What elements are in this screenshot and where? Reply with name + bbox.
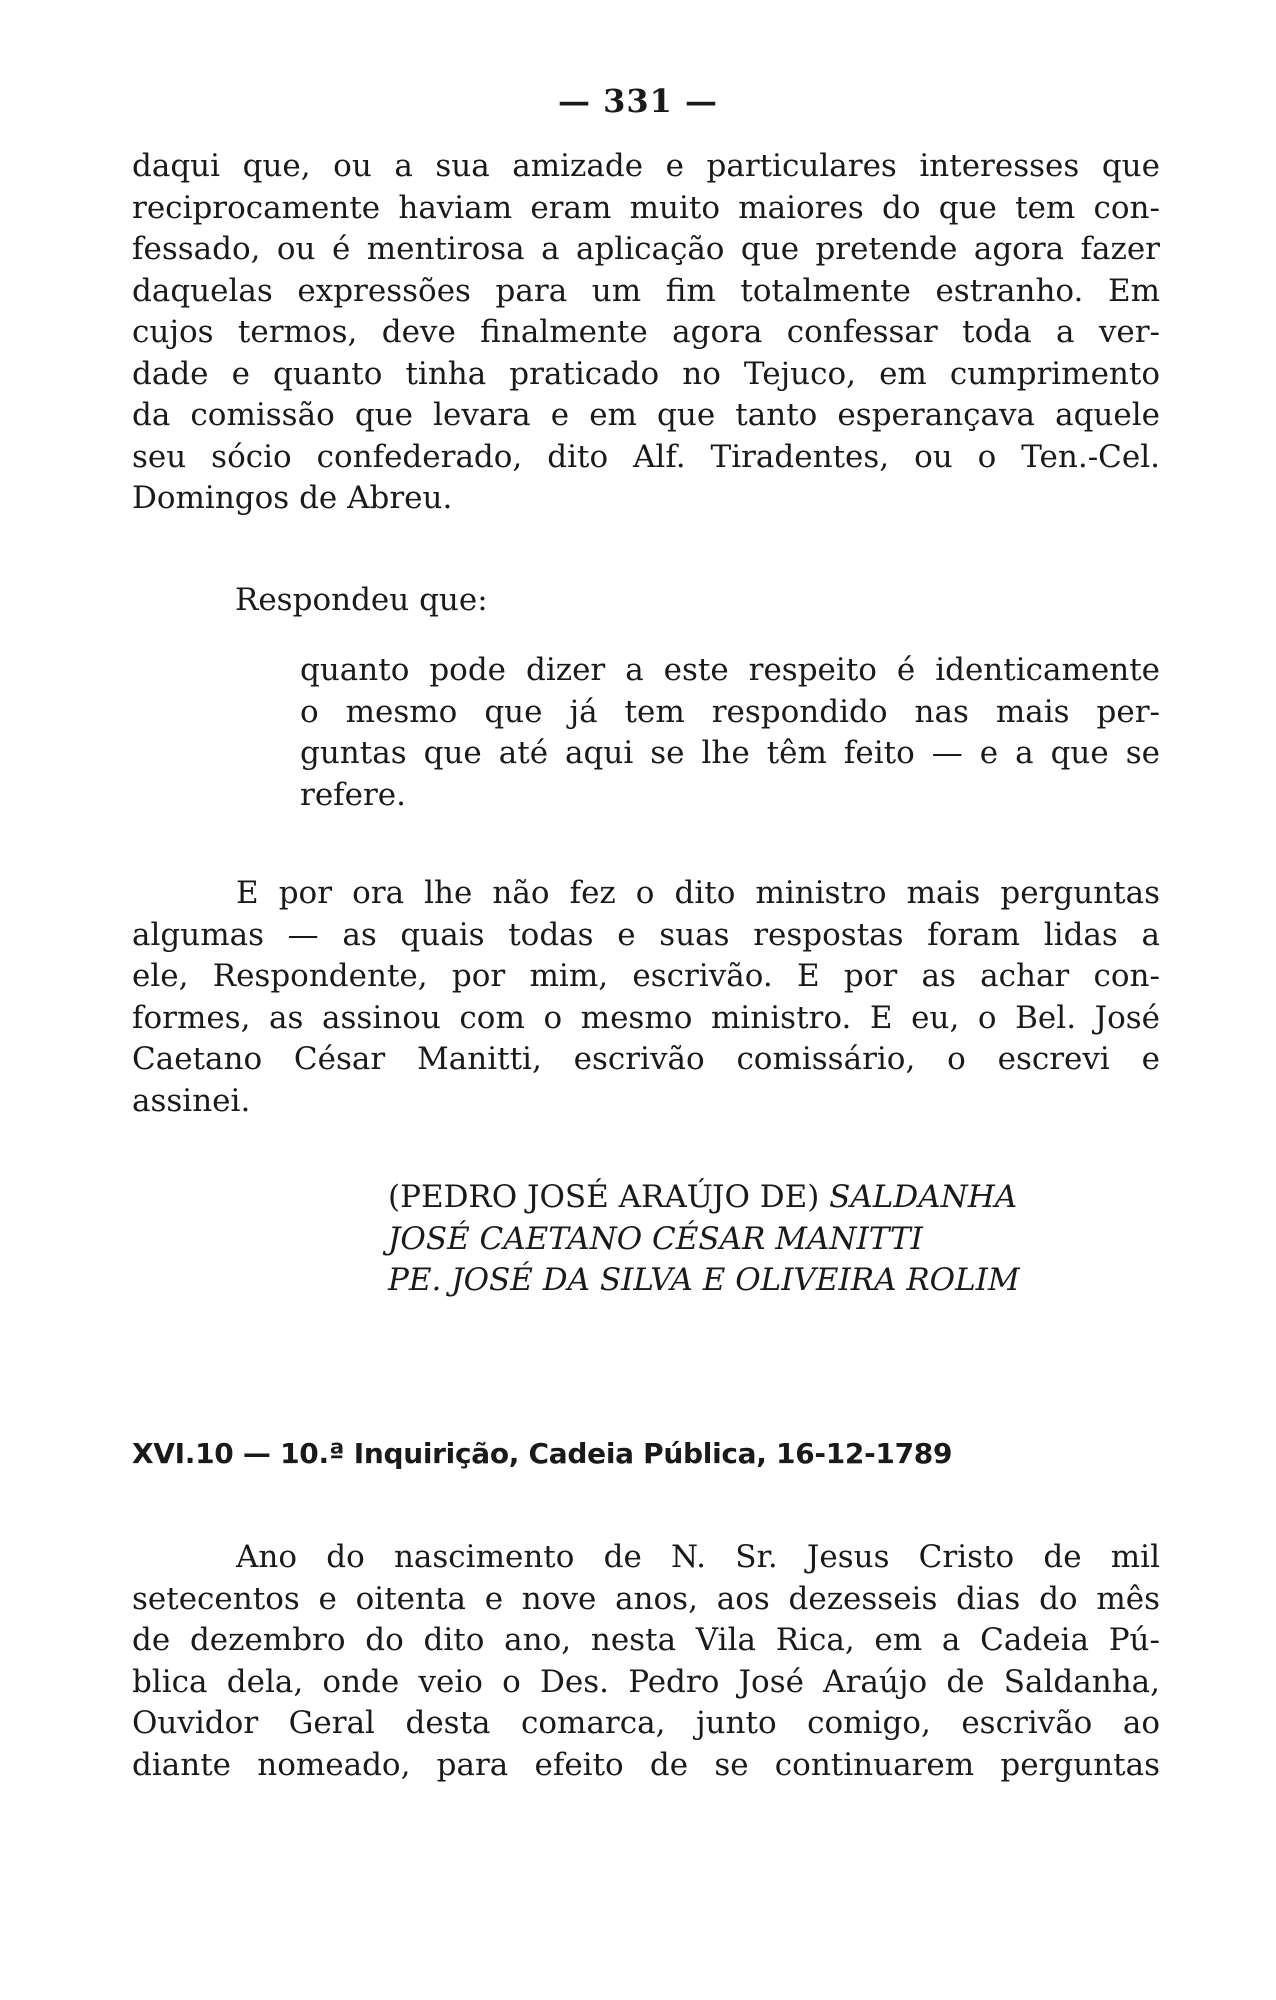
text-line: setecentos e oitenta e nove anos, aos dezesseis dias do mês: [132, 1580, 1160, 1617]
section-heading: XVI.10 — 10.ª Inquirição, Cadeia Pública, 16-12-1789: [132, 1437, 953, 1470]
text-line: guntas que até aqui se lhe têm feito — e a que se: [300, 735, 1160, 771]
text-line: daquelas expressões para um fim totalmente estranho. Em: [132, 272, 1160, 309]
signature-prefix: (PEDRO JOSÉ ARAÚJO DE): [388, 1179, 830, 1215]
text-line: formes, as assinou com o mesmo ministro. E eu, o Bel. José: [132, 999, 1160, 1036]
paragraph-inquiry: [132, 1537, 1160, 1786]
signature-saldanha: [388, 1177, 1020, 1219]
paragraph-question: [132, 146, 1160, 520]
page-number: — 331 —: [557, 82, 719, 120]
text-line: Ano do nascimento de N. Sr. Jesus Cristo de mil: [236, 1539, 1160, 1575]
text-line: blica dela, onde veio o Des. Pedro José Araújo de Saldanha,: [132, 1663, 1160, 1700]
text-line: o mesmo que já tem respondido nas mais per-: [300, 693, 1160, 730]
signature-manitti: JOSÉ CAETANO CÉSAR MANITTI: [388, 1220, 923, 1257]
text-line: reciprocamente haviam eram muito maiores do que tem con-: [132, 189, 1160, 226]
text-line: Ouvidor Geral desta comarca, junto comigo, escrivão ao: [132, 1705, 1160, 1741]
respondeu-label: Respondeu que:: [235, 582, 488, 618]
text-line: E por ora lhe não fez o dito ministro mais perguntas: [236, 875, 1160, 911]
text-line: daqui que, ou a sua amizade e particulares interesses que: [132, 148, 1160, 184]
signature-name: SALDANHA: [829, 1179, 1018, 1215]
signature-rolim: PE. JOSÉ DA SILVA E OLIVEIRA ROLIM: [388, 1262, 1020, 1298]
text-line: algumas — as quais todas e suas respostas foram lidas a: [132, 916, 1160, 953]
paragraph-closing: [132, 873, 1160, 1122]
text-line: Caetano César Manitti, escrivão comissário, o escrevi e: [132, 1041, 1160, 1077]
text-line: cujos termos, deve finalmente agora confessar toda a ver-: [132, 314, 1160, 350]
text-line: quanto pode dizer a este respeito é identicamente: [300, 652, 1160, 688]
text-line: ele, Respondente, por mim, escrivão. E por as achar con-: [132, 958, 1160, 994]
signature-block: [388, 1177, 1020, 1302]
text-line: refere.: [300, 776, 407, 813]
text-line: de dezembro do dito ano, nesta Vila Rica, em a Cadeia Pú-: [132, 1622, 1160, 1658]
text-line: assinei.: [132, 1082, 251, 1119]
text-line: diante nomeado, para efeito de se continuarem perguntas: [132, 1746, 1160, 1783]
paragraph-answer: [300, 650, 1160, 816]
text-line: dade e quanto tinha praticado no Tejuco, em cumprimento: [132, 355, 1160, 392]
text-line: seu sócio confederado, dito Alf. Tiradentes, ou o Ten.-Cel.: [132, 438, 1160, 475]
text-line: fessado, ou é mentirosa a aplicação que pretende agora fazer: [132, 231, 1160, 267]
text-line: da comissão que levara e em que tanto esperançava aquele: [132, 397, 1160, 433]
text-line: Domingos de Abreu.: [132, 480, 453, 516]
